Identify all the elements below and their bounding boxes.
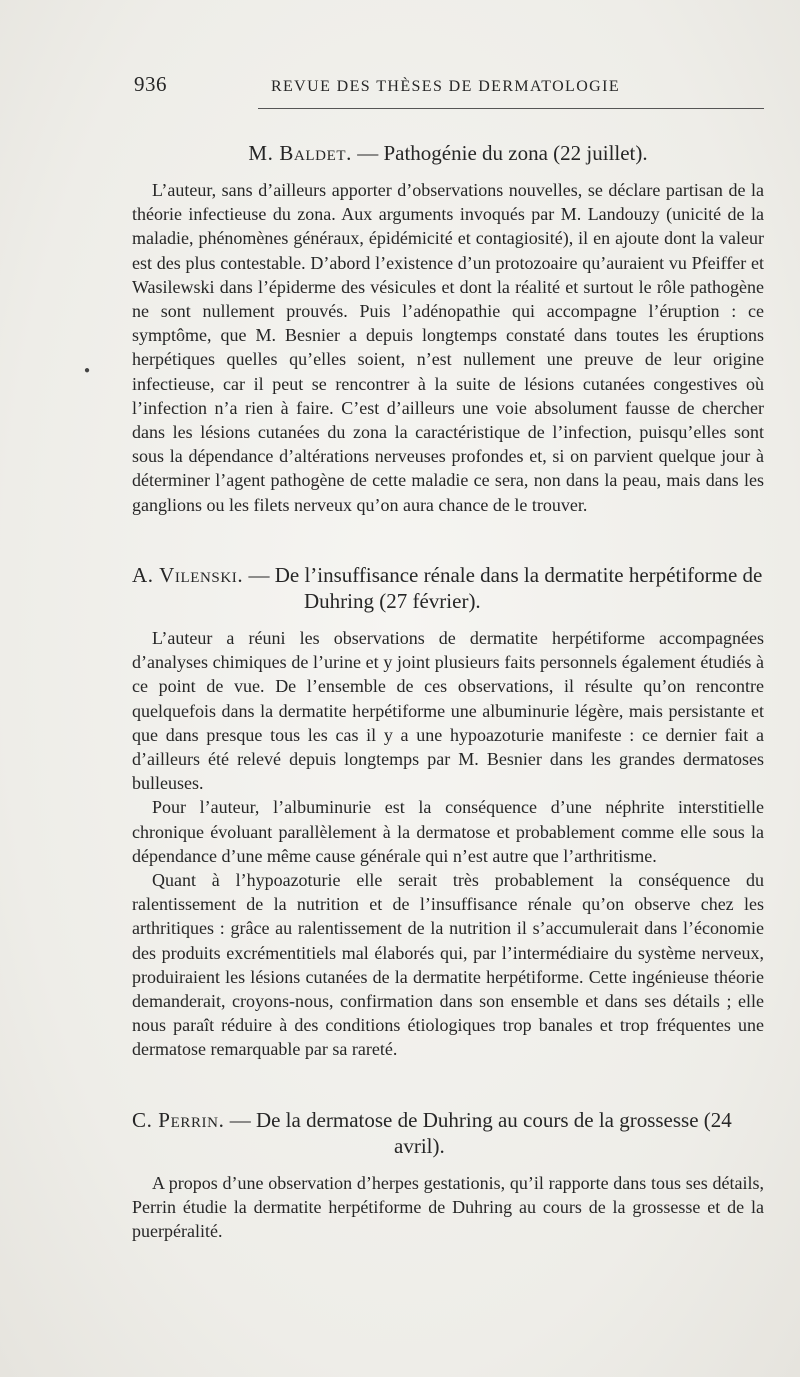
article-body — [132, 1171, 764, 1244]
article-perrin — [132, 1107, 764, 1244]
header-rule — [258, 108, 764, 109]
article-heading — [132, 562, 764, 614]
article-author: M. Baldet. — [248, 141, 352, 165]
paragraph: L’auteur, sans d’ailleurs apporter d’observations nouvelles, se déclare partisan de la théorie infectieuse du zona. Aux arguments invoqués par M. Landouzy (unicité de la maladie, phénomènes généraux, épidémicité et contagiosité), il en ajoute dont la valeur est des plus contestable. D’abord l’existence d’un protozoaire qu’auraient vu Pfeiffer et Wasilewski dans l’épiderme des vésicules et dont la réalité et surtout le rôle pathogène ne sont nullement prouvés. Puis l’adénopathie qui accompagne l’éruption : ce symptôme, que M. Besnier a depuis longtemps constaté dans toutes les éruptions herpétiques quelles qu’elles soient, n’est nullement une preuve de leur origine infectieuse, car il peut se rencontrer à la suite de lésions cutanées congestives où l’infection n’a rien à faire. C’est d’ailleurs une voie absolument fausse de chercher dans les lésions cutanées du zona la caractéristique de l’infection, puisqu’elles sont sous la dépendance d’altérations nerveuses profondes et, si on parvient quelque jour à déterminer l’agent pathogène de cette maladie ce sera, non dans la peau, mais dans les ganglions ou les filets nerveux qu’on aura chance de le trouver. — [132, 180, 764, 515]
article-author: C. Perrin. — [132, 1108, 225, 1132]
article-author: A. Vilenski. — [132, 563, 244, 587]
article-title: De l’insuffisance rénale dans la dermatite herpétiforme de Duhring (27 février). — [274, 563, 763, 613]
heading-separator: — — [351, 141, 384, 165]
article-body — [132, 626, 764, 1062]
paragraph: L’auteur a réuni les observations de dermatite herpétiforme accompagnées d’analyses chimiques de l’urine et y joint plusieurs faits personnels également étudiés à ce point de vue. De l’ensemble de ces observations, il résulte qu’on rencontre quelquefois dans la dermatite herpétiforme une albuminurie légère, mais persistante et que dans presque tous les cas il y a une hypoazoturie manifeste : ce dernier fait a d’ailleurs été relevé depuis longtemps par M. Besnier dans les grandes dermatoses bulleuses. — [132, 628, 764, 794]
margin-mark: ● — [84, 365, 91, 376]
paragraph: Pour l’auteur, l’albuminurie est la conséquence d’une néphrite interstitielle chronique évoluant parallèlement à la dermatose et probablement comme elle sous la dépendance d’une même cause générale qui n’est autre que l’arthritisme. — [132, 797, 764, 866]
running-title: REVUE DES THÈSES DE DERMATOLOGIE — [270, 78, 621, 95]
page-number: 936 — [134, 72, 167, 96]
article-heading — [132, 140, 764, 166]
page-header — [134, 72, 764, 97]
article-title: Pathogénie du zona (22 juillet). — [383, 141, 648, 165]
paragraph: A propos d’une observation d’herpes gestationis, qu’il rapporte dans tous ses détails, Perrin étudie la dermatite herpétiforme de Duhring au cours de la grossesse et de la puerpéralité. — [132, 1173, 764, 1242]
article-baldet — [132, 140, 764, 517]
paragraph: Quant à l’hypoazoturie elle serait très probablement la conséquence du ralentissement de la nutrition et de l’insuffisance rénale qu’on observe chez les arthritiques : grâce au ralentissement de la nutrition il s’accumulerait dans l’économie des produits excrémentitiels mal élaborés qui, par l’intermédiaire du système nerveux, produiraient les lésions cutanées de la dermatite herpétiforme. Cette ingénieuse théorie demanderait, croyons-nous, confirmation dans son ensemble et dans ses détails ; elle nous paraît réduire à des conditions étiologiques trop banales et trop fréquentes une dermatose remarquable par sa rareté. — [132, 870, 764, 1060]
article-title: De la dermatose de Duhring au cours de la grossesse (24 avril). — [255, 1108, 732, 1158]
article-body — [132, 178, 764, 517]
article-heading — [132, 1107, 764, 1159]
heading-separator: — — [224, 1108, 256, 1132]
article-vilenski — [132, 562, 764, 1062]
heading-separator: — — [243, 563, 275, 587]
